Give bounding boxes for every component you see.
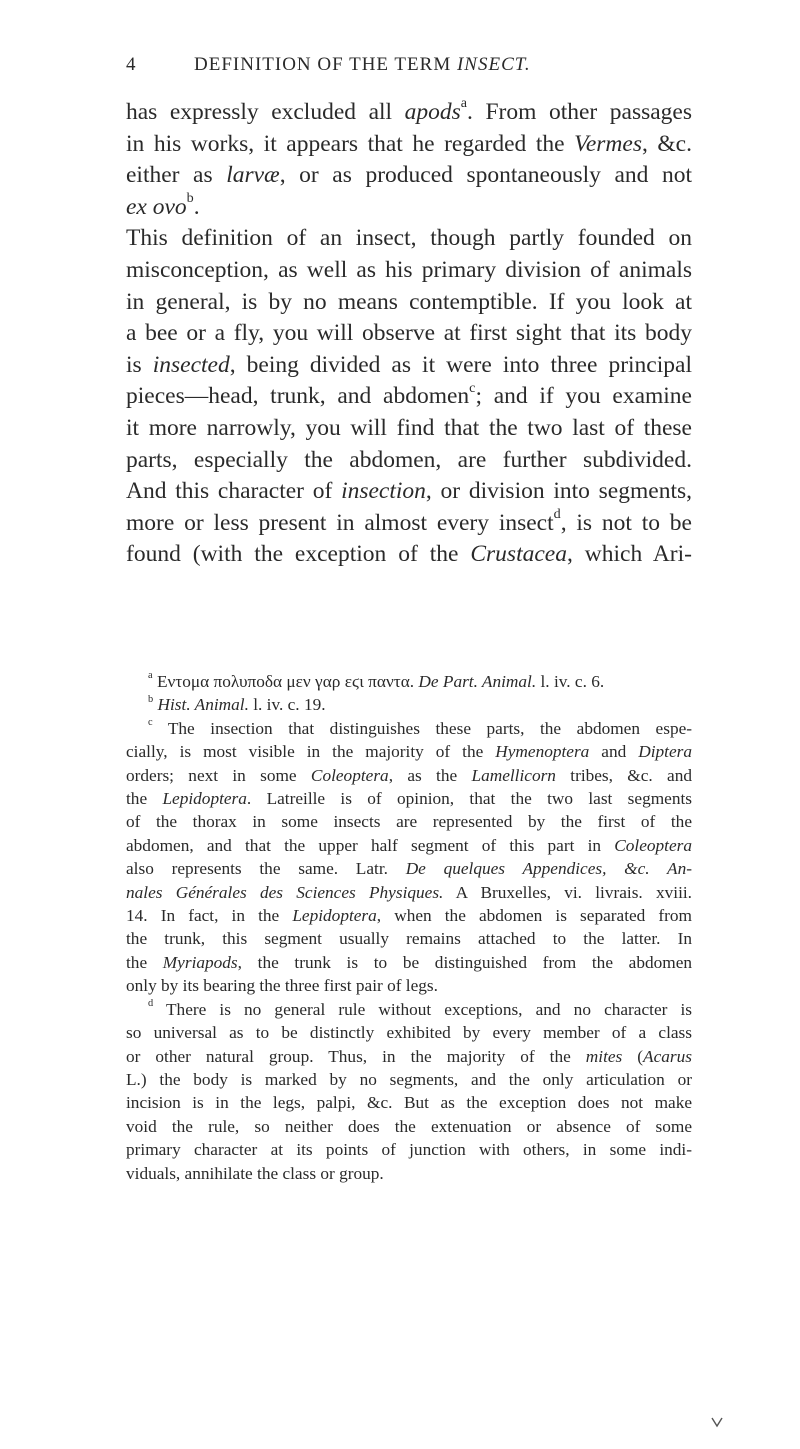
footnotes xyxy=(126,670,692,1185)
footnote-c xyxy=(126,717,692,998)
note-line: $^d$ There is no general rule without exceptions, and no character is xyxy=(148,997,693,1019)
footnote-ref-b: b xyxy=(186,190,194,207)
note-line: viduals, annihilate the class or group. xyxy=(126,1163,384,1183)
note-line: primary character at its points of junction with others, in some indi- xyxy=(126,1140,692,1160)
text-line: in his works, it appears that he regarded the Vermes, &c. xyxy=(126,130,692,157)
text-line: And this character of insection, or division into segments, xyxy=(126,478,692,505)
note-line: orders; next in some Coleoptera, as the Lamellicorn tribes, &c. and xyxy=(126,765,692,785)
main-text xyxy=(126,97,692,571)
text-line: it more narrowly, you will find that the two last of these xyxy=(126,414,692,441)
text-line: more or less present in almost every insect$^d$, is not to be xyxy=(126,506,692,536)
note-line: the Myriapods, the trunk is to be distinguished from the abdomen xyxy=(126,952,693,972)
footnote-ref-d: d xyxy=(553,506,561,523)
note-line: $^c$ The insection that distinguishes these parts, the abdomen espe- xyxy=(148,716,693,738)
footnote-b: $^b$ Hist. Animal. l. iv. c. 19. xyxy=(148,693,326,715)
signature-mark-icon xyxy=(710,1416,724,1428)
text-line: is insected, being divided as it were into three principal xyxy=(126,351,692,378)
note-line: the Lepidoptera. Latreille is of opinion, that the two last segments xyxy=(126,789,692,809)
note-line: the trunk, this segment usually remains attached to the latter. In xyxy=(126,929,692,949)
running-title: DEFINITION OF THE TERM INSECT. xyxy=(194,54,531,75)
text-line: has expressly excluded all apods$^a$. From other passages xyxy=(126,95,693,125)
text-line: ex ovo$^b$. xyxy=(126,190,200,220)
note-line: 14. In fact, in the Lepidoptera, when the abdomen is separated from xyxy=(126,906,693,926)
note-line: of the thorax in some insects are represented by the first of the xyxy=(126,812,692,832)
note-line: also represents the same. Latr. De quelques Appendices, &c. An- xyxy=(126,859,692,879)
text-line: either as larvæ, or as produced spontaneously and not xyxy=(126,162,692,189)
note-line: nales Générales des Sciences Physiques. A Bruxelles, vi. livrais. xviii. xyxy=(126,882,692,902)
note-line: only by its bearing the three first pair of legs. xyxy=(126,976,438,996)
footnote-a: $^a$ Εντομα πολυποδα μεν γαρ εϛι παντα. De Part. Animal. l. iv. c. 6. xyxy=(148,670,605,691)
running-header xyxy=(126,54,686,84)
text-line: This definition of an insect, though partly founded on xyxy=(126,225,692,252)
text-line: parts, especially the abdomen, are further subdivided. xyxy=(126,446,692,473)
text-line: found (with the exception of the Crustacea, which Ari- xyxy=(126,541,692,568)
note-line: incision is in the legs, palpi, &c. But as the exception does not make xyxy=(126,1093,692,1113)
footnote-ref-c: c xyxy=(469,379,476,396)
text-line: a bee or a fly, you will observe at first sight that its body xyxy=(126,320,692,347)
footnote-ref-a: a xyxy=(460,95,468,112)
note-line: void the rule, so neither does the extenuation or absence of some xyxy=(126,1116,692,1136)
note-line: so universal as to be distinctly exhibited by every member of a class xyxy=(126,1023,692,1043)
greek-quote: Εντομα πολυποδα μεν γαρ εϛι παντα. xyxy=(156,672,415,691)
note-line: or other natural group. Thus, in the majority of the mites (Acarus xyxy=(126,1046,692,1066)
text-line: misconception, as well as his primary division of animals xyxy=(126,256,692,283)
note-line: cially, is most visible in the majority of the Hymenoptera and Diptera xyxy=(126,742,693,762)
note-line: abdomen, and that the upper half segment of this part in Coleoptera xyxy=(126,835,692,855)
note-line: L.) the body is marked by no segments, and the only articulation or xyxy=(126,1069,692,1089)
page-number: 4 xyxy=(126,54,137,75)
footnote-d xyxy=(126,998,692,1185)
text-line: in general, is by no means contemptible. If you look at xyxy=(126,288,692,315)
text-line: pieces—head, trunk, and abdomen$^c$; and if you examine xyxy=(126,379,692,410)
